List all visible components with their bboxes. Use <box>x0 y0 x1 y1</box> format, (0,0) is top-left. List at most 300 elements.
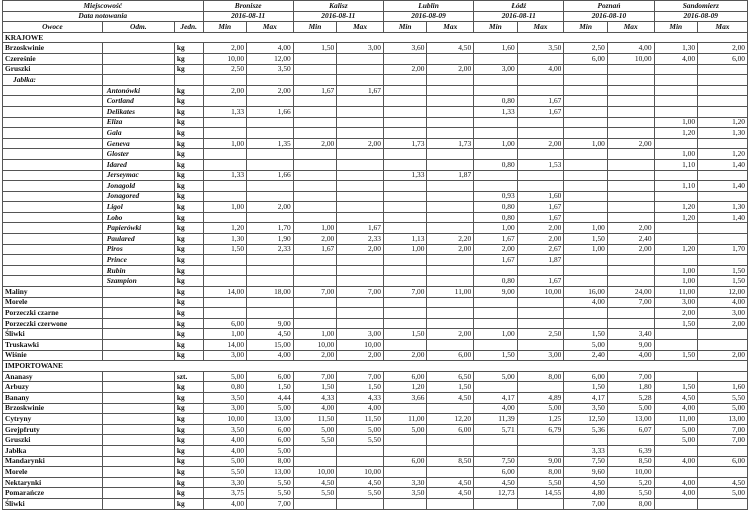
price-min-cell: 1,67 <box>293 244 337 255</box>
price-max-cell <box>698 371 748 382</box>
price-max-cell: 1,20 <box>698 149 748 160</box>
unit-cell: kg <box>174 96 203 107</box>
price-max-cell <box>427 75 474 86</box>
price-min-cell: 1,30 <box>203 234 247 245</box>
product-name <box>3 181 103 192</box>
product-name: Grejpfruty <box>3 424 103 435</box>
price-max-cell: 11,50 <box>337 414 384 425</box>
table-row <box>3 85 748 96</box>
price-max-cell: 4,50 <box>247 329 294 340</box>
price-min-cell: 4,50 <box>654 392 698 403</box>
table-row <box>3 382 748 393</box>
price-min-cell <box>383 255 427 266</box>
price-min-cell: 5,50 <box>293 435 337 446</box>
price-max-cell <box>427 159 474 170</box>
price-max-cell: 4,50 <box>427 488 474 499</box>
variety-name <box>102 371 174 382</box>
price-min-cell: 6,00 <box>564 371 608 382</box>
product-name <box>3 149 103 160</box>
variety-name <box>102 53 174 64</box>
price-min-cell <box>474 318 518 329</box>
unit-cell: kg <box>174 181 203 192</box>
table-row <box>3 149 748 160</box>
price-max-cell <box>247 159 294 170</box>
price-max-cell: 1,50 <box>247 382 294 393</box>
variety-name: Cortland <box>102 96 174 107</box>
price-max-cell <box>427 85 474 96</box>
city-date: 2016-08-10 <box>564 11 654 22</box>
price-min-cell: 3,50 <box>383 488 427 499</box>
price-min-cell: 1,10 <box>654 181 698 192</box>
price-min-cell: 1,50 <box>474 350 518 361</box>
price-min-cell: 6,00 <box>203 318 247 329</box>
table-row <box>3 191 748 202</box>
price-max-cell: 13,00 <box>247 414 294 425</box>
variety-name: Piros <box>102 244 174 255</box>
table-row <box>3 340 748 351</box>
price-min-cell: 1,00 <box>474 329 518 340</box>
price-max-cell: 8,50 <box>427 456 474 467</box>
price-min-cell: 1,00 <box>654 276 698 287</box>
price-max-cell: 11,00 <box>427 287 474 298</box>
price-max-cell <box>427 191 474 202</box>
price-min-cell <box>293 265 337 276</box>
price-min-cell: 4,17 <box>474 392 518 403</box>
price-max-cell: 10,00 <box>337 467 384 478</box>
price-max-cell: 3,00 <box>517 350 564 361</box>
price-min-cell <box>474 117 518 128</box>
price-min-cell <box>293 170 337 181</box>
price-min-cell <box>203 191 247 202</box>
price-min-cell <box>293 128 337 139</box>
price-min-cell: 0,80 <box>474 96 518 107</box>
price-max-cell <box>517 181 564 192</box>
price-min-cell: 1,33 <box>474 106 518 117</box>
price-min-cell <box>564 117 608 128</box>
price-min-cell <box>293 255 337 266</box>
unit-cell: kg <box>174 64 203 75</box>
col-max: Max <box>337 22 384 33</box>
price-min-cell <box>564 170 608 181</box>
product-name: Porzeczki czarne <box>3 308 103 319</box>
city-name: Sandomierz <box>654 1 747 12</box>
price-max-cell <box>698 255 748 266</box>
city-date: 2016-08-11 <box>203 11 293 22</box>
price-max-cell: 4,33 <box>337 392 384 403</box>
price-min-cell: 11,00 <box>383 414 427 425</box>
variety-name <box>102 297 174 308</box>
product-name: Pomarańcze <box>3 488 103 499</box>
price-min-cell: 1,10 <box>654 159 698 170</box>
unit-cell: kg <box>174 128 203 139</box>
price-max-cell <box>607 318 654 329</box>
city-name: Kalisz <box>293 1 383 12</box>
price-max-cell <box>517 149 564 160</box>
price-min-cell: 3,00 <box>654 297 698 308</box>
variety-name: Jonagored <box>102 191 174 202</box>
product-name: Mandarynki <box>3 456 103 467</box>
product-name: Banany <box>3 392 103 403</box>
price-min-cell: 1,50 <box>293 43 337 54</box>
price-min-cell <box>203 276 247 287</box>
table-row <box>3 297 748 308</box>
price-max-cell: 1,50 <box>337 382 384 393</box>
table-row <box>3 265 748 276</box>
price-min-cell <box>293 117 337 128</box>
price-max-cell: 6,79 <box>517 424 564 435</box>
price-min-cell <box>654 96 698 107</box>
price-max-cell: 13,00 <box>607 414 654 425</box>
price-min-cell <box>293 212 337 223</box>
variety-name: Prince <box>102 255 174 266</box>
price-max-cell <box>607 85 654 96</box>
price-min-cell <box>564 202 608 213</box>
variety-name <box>102 382 174 393</box>
price-max-cell <box>427 340 474 351</box>
price-max-cell: 10,00 <box>607 467 654 478</box>
price-max-cell <box>698 234 748 245</box>
price-max-cell <box>698 106 748 117</box>
price-min-cell <box>474 297 518 308</box>
price-max-cell <box>247 181 294 192</box>
price-max-cell <box>247 117 294 128</box>
price-max-cell: 7,00 <box>698 435 748 446</box>
price-max-cell: 18,00 <box>247 287 294 298</box>
product-name: Cytryny <box>3 414 103 425</box>
price-min-cell <box>564 85 608 96</box>
price-min-cell <box>203 149 247 160</box>
price-min-cell: 2,00 <box>203 85 247 96</box>
price-max-cell: 7,00 <box>337 371 384 382</box>
price-min-cell: 1,00 <box>654 149 698 160</box>
unit-cell: kg <box>174 159 203 170</box>
price-min-cell: 6,00 <box>383 371 427 382</box>
price-min-cell: 2,00 <box>383 64 427 75</box>
unit-cell: szt. <box>174 371 203 382</box>
price-max-cell <box>337 456 384 467</box>
price-max-cell: 1,90 <box>247 234 294 245</box>
table-row <box>3 467 748 478</box>
variety-name: Geneva <box>102 138 174 149</box>
price-min-cell <box>654 106 698 117</box>
price-min-cell <box>293 96 337 107</box>
price-max-cell: 4,00 <box>698 297 748 308</box>
table-row <box>3 308 748 319</box>
price-min-cell <box>474 181 518 192</box>
table-row <box>3 318 748 329</box>
price-min-cell: 4,00 <box>654 53 698 64</box>
price-max-cell <box>427 498 474 509</box>
unit-cell: kg <box>174 223 203 234</box>
price-min-cell <box>293 202 337 213</box>
variety-name <box>102 329 174 340</box>
price-min-cell: 7,00 <box>293 371 337 382</box>
price-min-cell: 1,00 <box>293 223 337 234</box>
price-max-cell: 4,00 <box>337 403 384 414</box>
variety-name: Szampion <box>102 276 174 287</box>
price-min-cell <box>654 498 698 509</box>
price-max-cell: 1,50 <box>698 265 748 276</box>
price-min-cell: 2,00 <box>474 244 518 255</box>
table-row <box>3 414 748 425</box>
price-max-cell <box>517 308 564 319</box>
unit-cell: kg <box>174 488 203 499</box>
table-row <box>3 117 748 128</box>
price-min-cell: 4,50 <box>474 477 518 488</box>
price-max-cell: 2,00 <box>517 223 564 234</box>
price-min-cell <box>383 308 427 319</box>
price-max-cell <box>247 212 294 223</box>
price-min-cell <box>293 456 337 467</box>
price-max-cell: 4,89 <box>517 392 564 403</box>
variety-name: Lobo <box>102 212 174 223</box>
price-min-cell <box>564 255 608 266</box>
price-max-cell: 13,00 <box>247 467 294 478</box>
product-name: Jabłka <box>3 445 103 456</box>
price-max-cell: 1,20 <box>698 117 748 128</box>
unit-cell: kg <box>174 414 203 425</box>
price-max-cell <box>607 149 654 160</box>
price-max-cell <box>337 53 384 64</box>
price-max-cell <box>698 445 748 456</box>
price-min-cell <box>654 467 698 478</box>
price-max-cell <box>427 96 474 107</box>
product-name: Porzeczki czerwone <box>3 318 103 329</box>
table-row <box>3 424 748 435</box>
price-max-cell: 24,00 <box>607 287 654 298</box>
price-max-cell: 4,50 <box>427 43 474 54</box>
product-name: Gruszki <box>3 64 103 75</box>
price-min-cell <box>383 117 427 128</box>
price-max-cell: 2,00 <box>517 234 564 245</box>
price-min-cell: 7,00 <box>293 287 337 298</box>
price-min-cell <box>383 212 427 223</box>
price-max-cell: 7,00 <box>607 371 654 382</box>
price-max-cell <box>607 117 654 128</box>
price-max-cell <box>698 96 748 107</box>
col-min: Min <box>564 22 608 33</box>
variety-name: Delikates <box>102 106 174 117</box>
variety-name <box>102 75 174 86</box>
price-min-cell: 4,00 <box>654 488 698 499</box>
price-max-cell <box>247 276 294 287</box>
price-max-cell: 8,50 <box>607 456 654 467</box>
price-min-cell <box>474 170 518 181</box>
variety-name <box>102 287 174 298</box>
price-max-cell <box>247 191 294 202</box>
price-min-cell: 1,50 <box>564 382 608 393</box>
price-max-cell: 12,00 <box>698 287 748 298</box>
price-min-cell <box>293 445 337 456</box>
price-max-cell: 1,73 <box>427 138 474 149</box>
price-max-cell: 2,20 <box>427 234 474 245</box>
price-min-cell <box>293 53 337 64</box>
table-row <box>3 96 748 107</box>
product-name <box>3 170 103 181</box>
price-min-cell <box>564 318 608 329</box>
price-max-cell <box>517 340 564 351</box>
col-max: Max <box>698 22 748 33</box>
col-max: Max <box>517 22 564 33</box>
price-min-cell <box>203 181 247 192</box>
price-min-cell: 1,00 <box>293 329 337 340</box>
price-min-cell: 0,80 <box>474 159 518 170</box>
price-min-cell: 1,20 <box>654 212 698 223</box>
price-min-cell: 3,50 <box>564 403 608 414</box>
price-min-cell <box>383 435 427 446</box>
price-max-cell: 10,00 <box>607 53 654 64</box>
price-min-cell <box>383 149 427 160</box>
price-min-cell: 1,50 <box>383 329 427 340</box>
product-name: Morele <box>3 297 103 308</box>
table-row <box>3 223 748 234</box>
price-max-cell <box>337 255 384 266</box>
price-max-cell: 5,00 <box>247 403 294 414</box>
price-min-cell <box>203 159 247 170</box>
table-row <box>3 350 748 361</box>
col-min: Min <box>383 22 427 33</box>
price-min-cell: 5,00 <box>654 435 698 446</box>
price-min-cell: 5,00 <box>564 340 608 351</box>
price-min-cell <box>383 53 427 64</box>
price-max-cell: 1,67 <box>517 96 564 107</box>
price-min-cell: 10,00 <box>203 414 247 425</box>
city-name: Łódź <box>474 1 564 12</box>
header-row-dates <box>3 11 748 22</box>
price-min-cell: 3,30 <box>383 477 427 488</box>
price-max-cell <box>607 64 654 75</box>
price-max-cell: 6,00 <box>247 435 294 446</box>
price-min-cell <box>654 138 698 149</box>
price-min-cell: 3,75 <box>203 488 247 499</box>
price-max-cell <box>517 318 564 329</box>
price-max-cell: 1,87 <box>427 170 474 181</box>
variety-name: Papierówki <box>102 223 174 234</box>
price-min-cell: 4,00 <box>474 403 518 414</box>
price-min-cell <box>383 191 427 202</box>
variety-name <box>102 488 174 499</box>
unit-cell: kg <box>174 350 203 361</box>
price-max-cell <box>337 212 384 223</box>
price-min-cell <box>474 149 518 160</box>
price-min-cell <box>564 106 608 117</box>
price-max-cell: 2,00 <box>427 244 474 255</box>
price-max-cell: 6,00 <box>247 371 294 382</box>
price-min-cell <box>564 308 608 319</box>
price-max-cell: 4,50 <box>698 477 748 488</box>
price-min-cell: 6,00 <box>564 53 608 64</box>
price-max-cell: 2,40 <box>607 234 654 245</box>
product-name <box>3 265 103 276</box>
price-min-cell: 5,36 <box>564 424 608 435</box>
variety-name <box>102 340 174 351</box>
price-min-cell: 4,00 <box>203 498 247 509</box>
price-min-cell <box>564 159 608 170</box>
price-max-cell <box>427 318 474 329</box>
table-row <box>3 371 748 382</box>
price-max-cell <box>698 340 748 351</box>
price-min-cell <box>474 308 518 319</box>
price-min-cell <box>383 318 427 329</box>
price-min-cell: 1,20 <box>203 223 247 234</box>
section-title: IMPORTOWANE <box>3 361 748 372</box>
price-max-cell: 1,50 <box>427 382 474 393</box>
price-max-cell: 3,00 <box>698 308 748 319</box>
price-max-cell <box>698 329 748 340</box>
price-max-cell <box>698 223 748 234</box>
price-max-cell <box>698 64 748 75</box>
price-max-cell: 1,80 <box>607 382 654 393</box>
table-row <box>3 159 748 170</box>
unit-cell: kg <box>174 265 203 276</box>
price-max-cell <box>607 170 654 181</box>
price-min-cell <box>203 128 247 139</box>
price-min-cell <box>203 265 247 276</box>
price-min-cell: 1,50 <box>564 234 608 245</box>
price-min-cell: 1,33 <box>383 170 427 181</box>
price-max-cell: 2,00 <box>607 223 654 234</box>
price-max-cell <box>517 445 564 456</box>
price-max-cell: 2,00 <box>247 202 294 213</box>
price-max-cell <box>517 53 564 64</box>
price-max-cell: 5,00 <box>517 403 564 414</box>
table-row <box>3 287 748 298</box>
price-max-cell <box>337 265 384 276</box>
unit-cell: kg <box>174 392 203 403</box>
price-max-cell <box>337 297 384 308</box>
price-min-cell <box>474 265 518 276</box>
price-min-cell: 2,00 <box>654 308 698 319</box>
unit-cell: kg <box>174 329 203 340</box>
price-min-cell: 5,00 <box>293 424 337 435</box>
price-min-cell <box>564 149 608 160</box>
price-max-cell <box>337 128 384 139</box>
price-min-cell: 3,60 <box>383 43 427 54</box>
price-max-cell <box>337 149 384 160</box>
price-max-cell <box>517 382 564 393</box>
price-min-cell <box>383 223 427 234</box>
price-min-cell: 5,00 <box>654 424 698 435</box>
variety-name: Idared <box>102 159 174 170</box>
city-name: Bronisze <box>203 1 293 12</box>
price-max-cell <box>517 435 564 446</box>
price-max-cell <box>427 128 474 139</box>
price-max-cell: 9,00 <box>247 318 294 329</box>
price-min-cell <box>564 276 608 287</box>
price-min-cell: 1,20 <box>654 244 698 255</box>
product-name <box>3 191 103 202</box>
price-max-cell: 9,00 <box>607 340 654 351</box>
product-name <box>3 159 103 170</box>
table-row <box>3 456 748 467</box>
price-max-cell: 1,40 <box>698 212 748 223</box>
price-max-cell: 5,00 <box>337 424 384 435</box>
price-min-cell <box>564 191 608 202</box>
price-max-cell <box>517 85 564 96</box>
price-max-cell <box>337 170 384 181</box>
variety-name <box>102 424 174 435</box>
header-row-columns <box>3 22 748 33</box>
price-max-cell <box>247 308 294 319</box>
product-name: Brzoskwinie <box>3 403 103 414</box>
unit-cell: kg <box>174 403 203 414</box>
product-name <box>3 244 103 255</box>
price-min-cell <box>654 64 698 75</box>
price-max-cell: 8,00 <box>517 371 564 382</box>
price-min-cell: 3,33 <box>564 445 608 456</box>
product-name <box>3 202 103 213</box>
unit-cell: kg <box>174 456 203 467</box>
